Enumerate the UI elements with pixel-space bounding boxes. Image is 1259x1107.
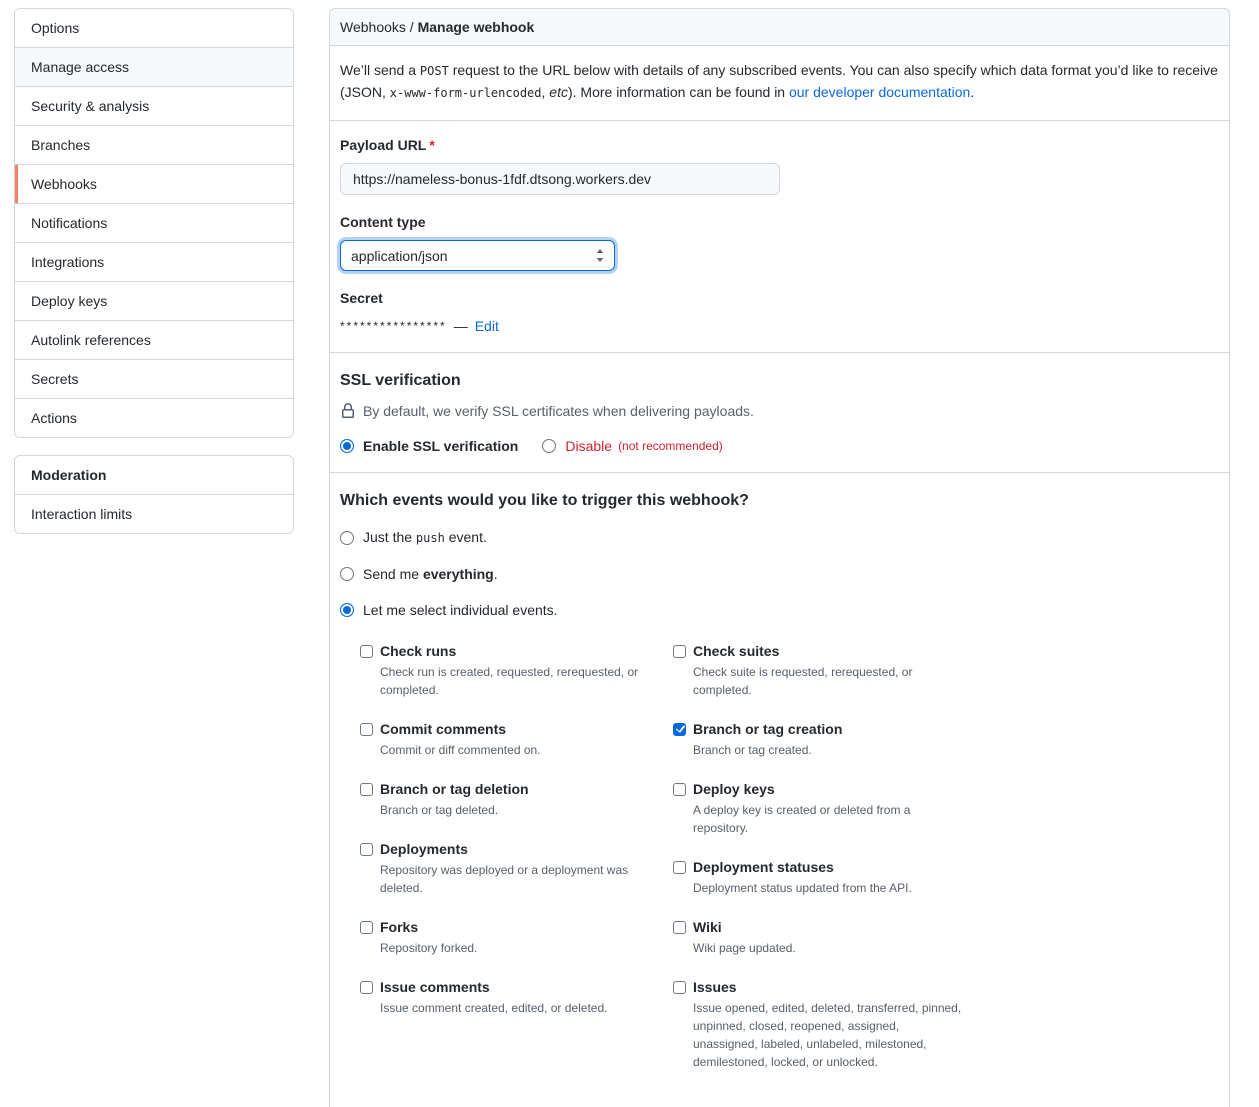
events-heading: Which events would you like to trigger this webhook?: [340, 492, 749, 509]
settings-nav-list: [14, 8, 294, 438]
check-icon: [675, 725, 685, 734]
event-checkbox[interactable]: [673, 861, 686, 874]
event-item-check-suites: [673, 641, 986, 699]
individual-events-radio[interactable]: [340, 603, 354, 617]
etc-text: etc: [549, 84, 568, 100]
event-item-commit-comments: [360, 719, 673, 759]
event-title: Issues: [693, 979, 737, 995]
sidebar-item-secrets[interactable]: [15, 359, 293, 398]
event-description: Deployment status updated from the API.: [693, 881, 912, 895]
sidebar-item-label: Deploy keys: [31, 293, 108, 309]
secret-separator: —: [453, 318, 468, 334]
breadcrumb-separator: /: [405, 19, 418, 35]
event-checkbox[interactable]: [360, 645, 373, 658]
event-checkbox[interactable]: [673, 981, 686, 994]
ssl-note-text: By default, we verify SSL certificates when delivering payloads.: [363, 403, 754, 419]
webhook-panel: [329, 8, 1230, 1107]
disable-ssl-label: Disable: [565, 438, 613, 454]
event-description: Check suite is requested, rerequested, or completed.: [693, 665, 913, 697]
event-description: Repository was deployed or a deployment was deleted.: [380, 863, 629, 895]
sidebar-item-webhooks[interactable]: [15, 164, 293, 203]
event-checkbox[interactable]: [673, 921, 686, 934]
sidebar-item-branches[interactable]: [15, 125, 293, 164]
send-everything-radio[interactable]: [340, 567, 354, 581]
push-code: push: [415, 531, 445, 545]
sidebar-item-label: Integrations: [31, 254, 105, 270]
event-title: Forks: [380, 919, 419, 935]
just-push-option[interactable]: [340, 527, 1219, 548]
enable-ssl-radio[interactable]: [340, 439, 354, 453]
event-item-issues: [673, 977, 986, 1071]
send-everything-option[interactable]: [340, 564, 1219, 584]
settings-sidebar: [14, 8, 294, 534]
event-description: A deploy key is created or deleted from a repository.: [693, 803, 911, 835]
page-title: Manage webhook: [417, 19, 535, 35]
event-checkbox[interactable]: [360, 723, 373, 736]
enable-ssl-option[interactable]: [340, 436, 518, 456]
event-item-deploy-keys: [673, 779, 986, 837]
sidebar-item-label: Options: [31, 20, 80, 36]
breadcrumb-webhooks-link[interactable]: Webhooks: [340, 19, 406, 35]
sidebar-item-options[interactable]: [15, 9, 293, 47]
developer-documentation-link[interactable]: our developer documentation: [788, 84, 971, 100]
event-item-deployment-statuses: [673, 857, 986, 897]
secret-label: Secret: [340, 290, 383, 306]
ssl-note-row: [340, 401, 1219, 421]
event-checkbox[interactable]: [360, 843, 373, 856]
sidebar-item-label: Interaction limits: [31, 506, 133, 522]
payload-url-input[interactable]: [340, 163, 780, 195]
event-checkbox[interactable]: [673, 783, 686, 796]
event-description: Repository forked.: [380, 941, 478, 955]
sidebar-item-label: Branches: [31, 137, 91, 153]
sidebar-item-label: Manage access: [31, 59, 130, 75]
event-title: Check runs: [380, 643, 457, 659]
intro-section: [330, 46, 1229, 121]
sidebar-item-label: Actions: [31, 410, 77, 426]
sidebar-item-label: Notifications: [31, 215, 108, 231]
event-title: Deploy keys: [693, 781, 775, 797]
form-section: [330, 121, 1229, 353]
event-item-branch-or-tag-creation: [673, 719, 986, 759]
secret-masked-value: ****************: [340, 319, 447, 333]
content-type-select[interactable]: [340, 240, 615, 271]
individual-events-option[interactable]: [340, 600, 1219, 620]
event-checkbox[interactable]: [673, 645, 686, 658]
events-grid: [360, 641, 1219, 1091]
sidebar-item-label: Secrets: [31, 371, 79, 387]
event-item-wiki: [673, 917, 986, 957]
event-title: Issue comments: [380, 979, 490, 995]
payload-url-label: Payload URL *: [340, 137, 435, 153]
content-type-label: Content type: [340, 214, 426, 230]
event-description: Commit or diff commented on.: [380, 743, 541, 757]
event-checkbox[interactable]: [360, 921, 373, 934]
intro-text-part: ). More information can be found in: [567, 84, 789, 100]
disable-ssl-option[interactable]: [542, 436, 722, 456]
event-item-forks: [360, 917, 673, 957]
disable-ssl-radio[interactable]: [542, 439, 556, 453]
event-title: Deployments: [380, 841, 468, 857]
event-description: Issue opened, edited, deleted, transferred, pinned, unpinned, closed, reopened, assigned, unassigned, labeled, unlabeled, milestoned, demilestoned, locked, or unlocked.: [693, 1001, 962, 1069]
moderation-nav-box: [14, 455, 294, 534]
event-description: Issue comment created, edited, or deleted.: [380, 1001, 608, 1015]
intro-text-part: request to the URL below with details of any subscribed events. You can also specify which data format you’d like to receive (JSON,: [340, 62, 1218, 100]
events-column-right: [673, 641, 986, 1091]
select-caret-icon: [596, 248, 604, 263]
event-item-issue-comments: [360, 977, 673, 1017]
content-type-selected-value: application/json: [351, 247, 448, 264]
intro-text-part: We’ll send a: [340, 62, 420, 78]
enable-ssl-label: Enable SSL verification: [363, 438, 519, 454]
event-checkbox[interactable]: [673, 723, 686, 736]
secret-edit-link[interactable]: Edit: [474, 318, 499, 334]
events-section: [330, 473, 1229, 1107]
sidebar-item-actions[interactable]: [15, 398, 293, 437]
event-checkbox[interactable]: [360, 783, 373, 796]
sidebar-item-security-analysis[interactable]: [15, 86, 293, 125]
sidebar-item-manage-access[interactable]: [15, 47, 293, 86]
ssl-radio-group: [340, 436, 1219, 456]
event-title: Commit comments: [380, 721, 507, 737]
ssl-section: [330, 353, 1229, 473]
event-description: Branch or tag deleted.: [380, 803, 499, 817]
ssl-heading: SSL verification: [340, 372, 461, 389]
event-item-branch-or-tag-deletion: [360, 779, 673, 819]
sidebar-item-integrations[interactable]: [15, 242, 293, 281]
intro-text-part: .: [970, 84, 975, 100]
post-code: POST: [419, 64, 449, 78]
sidebar-item-notifications[interactable]: [15, 203, 293, 242]
individual-events-label: Let me select individual events.: [363, 602, 558, 618]
event-title: Wiki: [693, 919, 722, 935]
just-push-radio[interactable]: [340, 531, 354, 545]
intro-text-part: ,: [541, 84, 550, 100]
event-title: Branch or tag deletion: [380, 781, 529, 797]
sidebar-item-label: Webhooks: [31, 176, 97, 192]
moderation-section-header: Moderation: [31, 467, 107, 483]
events-radio-group: [340, 527, 1219, 620]
breadcrumb: [330, 9, 1229, 46]
secret-row: [340, 316, 1219, 336]
event-title: Check suites: [693, 643, 780, 659]
event-description: Wiki page updated.: [693, 941, 796, 955]
send-everything-label: Send me everything.: [363, 566, 498, 582]
event-title: Branch or tag creation: [693, 721, 843, 737]
lock-icon: [340, 403, 356, 419]
intro-text: [340, 60, 1219, 104]
event-description: Check run is created, requested, rerequested, or completed.: [380, 665, 639, 697]
event-item-check-runs: [360, 641, 673, 699]
events-column-left: [360, 641, 673, 1091]
event-title: Deployment statuses: [693, 859, 834, 875]
sidebar-item-deploy-keys[interactable]: [15, 281, 293, 320]
event-checkbox[interactable]: [360, 981, 373, 994]
urlencoded-code: x-www-form-urlencoded: [389, 86, 542, 100]
event-item-deployments: [360, 839, 673, 897]
sidebar-item-interaction-limits[interactable]: [15, 494, 293, 533]
just-push-label: Just the push event.: [363, 529, 487, 545]
sidebar-item-autolink-references[interactable]: [15, 320, 293, 359]
sidebar-item-label: Security & analysis: [31, 98, 150, 114]
sidebar-item-label: Autolink references: [31, 332, 151, 348]
required-asterisk: *: [429, 137, 435, 153]
event-description: Branch or tag created.: [693, 743, 812, 757]
disable-ssl-note: (not recommended): [618, 439, 723, 453]
